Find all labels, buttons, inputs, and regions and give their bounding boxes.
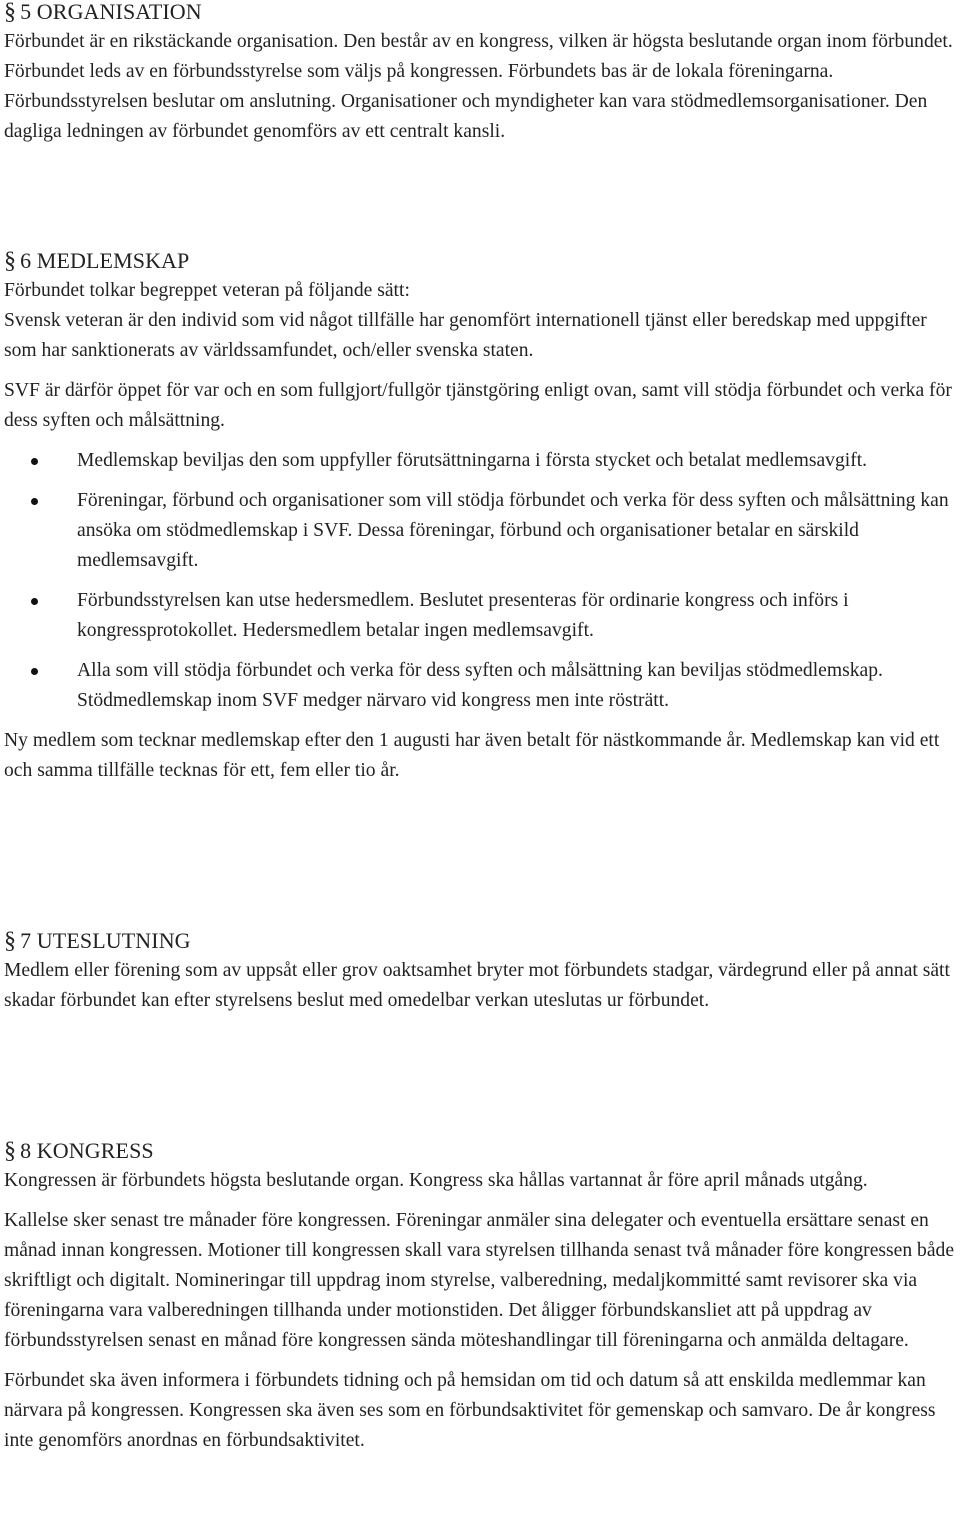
section-7-heading xyxy=(4,926,956,956)
section-5-body: Förbundet är en rikstäckande organisation. Den består av en kongress, vilken är högsta beslutande organ inom förbundet. Förbundet leds av en förbundsstyrelse som väljs på kongressen. Förbundets bas är de lokala föreningarna. Förbundsstyrelsen beslutar om anslutning. Organisationer och myndigheter kan vara stödmedlemsorganisationer. Den dagliga ledningen av förbundet genomförs av ett centralt kansli. xyxy=(4,31,953,142)
section-8-kongress xyxy=(4,1136,956,1456)
section-5-title: 5 ORGANISATION xyxy=(20,0,202,24)
section-8-title: 8 KONGRESS xyxy=(20,1138,154,1163)
section-8-heading xyxy=(4,1136,956,1166)
section-7-title: 7 UTESLUTNING xyxy=(20,928,191,953)
section-5-organisation xyxy=(4,0,956,147)
membership-bullet-list xyxy=(4,446,956,716)
paragraph-sign: § xyxy=(4,248,17,274)
section-5-heading xyxy=(4,0,956,27)
paragraph-sign: § xyxy=(4,928,17,954)
list-item: Föreningar, förbund och organisationer som vill stödja förbundet och verka för dess syften och målsättning kan ansöka om stödmedlemskap i SVF. Dessa föreningar, förbund och organisationer betalar en särskild medlemsavgift. xyxy=(4,486,956,576)
paragraph-sign: § xyxy=(4,0,17,25)
section-7-body: Medlem eller förening som av uppsåt eller grov oaktsamhet bryter mot förbundets stadgar, värdegrund eller på annat sätt skadar förbundet kan efter styrelsens beslut med omedelbar verkan uteslutas ur förbundet. xyxy=(4,960,950,1011)
section-6-open: SVF är därför öppet för var och en som fullgjort/fullgör tjänstgöring enligt ovan, samt vill stödja förbundet och verka för dess syften och målsättning. xyxy=(4,380,952,431)
bullet-icon xyxy=(31,498,38,505)
list-item: Alla som vill stödja förbundet och verka för dess syften och målsättning kan beviljas stödmedlemskap. Stödmedlemskap inom SVF medger närvaro vid kongress men inte rösträtt. xyxy=(4,656,956,716)
paragraph-sign: § xyxy=(4,1138,17,1164)
bullet-icon xyxy=(31,668,38,675)
section-6-definition: Svensk veteran är den individ som vid något tillfälle har genomfört internationell tjänst eller beredskap med uppgifter som har sanktionerats av världssamfundet, och/eller svenska staten. xyxy=(4,310,927,361)
section-6-intro: Förbundet tolkar begreppet veteran på följande sätt: xyxy=(4,280,410,301)
section-7-uteslutning xyxy=(4,926,956,1016)
section-8-para-1: Kongressen är förbundets högsta beslutande organ. Kongress ska hållas vartannat år före april månads utgång. xyxy=(4,1170,868,1191)
list-item: Förbundsstyrelsen kan utse hedersmedlem. Beslutet presenteras för ordinarie kongress och införs i kongressprotokollet. Hedersmedlem betalar ingen medlemsavgift. xyxy=(4,586,956,646)
section-6-closing: Ny medlem som tecknar medlemskap efter den 1 augusti har även betalt för nästkommande år. Medlemskap kan vid ett och samma tillfälle tecknas för ett, fem eller tio år. xyxy=(4,730,940,781)
section-8-para-2: Kallelse sker senast tre månader före kongressen. Föreningar anmäler sina delegater och eventuella ersättare senast en månad innan kongressen. Motioner till kongressen skall vara styrelsen tillhanda senast två månader före kongressen både skriftligt och digitalt. Nomineringar till uppdrag inom styrelse, valberedning, medaljkommitté samt revisorer ska via föreningarna vara valberedningen tillhanda under motionstiden. Det åligger förbundskansliet att på uppdrag av förbundsstyrelsen senast en månad före kongressen sända möteshandlingar till föreningarna och anmälda deltagare. xyxy=(4,1210,955,1351)
bullet-icon xyxy=(31,458,38,465)
bullet-icon xyxy=(31,598,38,605)
section-6-heading xyxy=(4,246,956,276)
section-6-title: 6 MEDLEMSKAP xyxy=(20,248,190,273)
section-6-medlemskap xyxy=(4,246,956,786)
list-item: Medlemskap beviljas den som uppfyller förutsättningarna i första stycket och betalat medlemsavgift. xyxy=(4,446,956,476)
section-8-para-3: Förbundet ska även informera i förbundets tidning och på hemsidan om tid och datum så att enskilda medlemmar kan närvara på kongressen. Kongressen ska även ses som en förbundsaktivitet för gemenskap och samvaro. De år kongress inte genomförs anordnas en förbundsaktivitet. xyxy=(4,1370,936,1451)
